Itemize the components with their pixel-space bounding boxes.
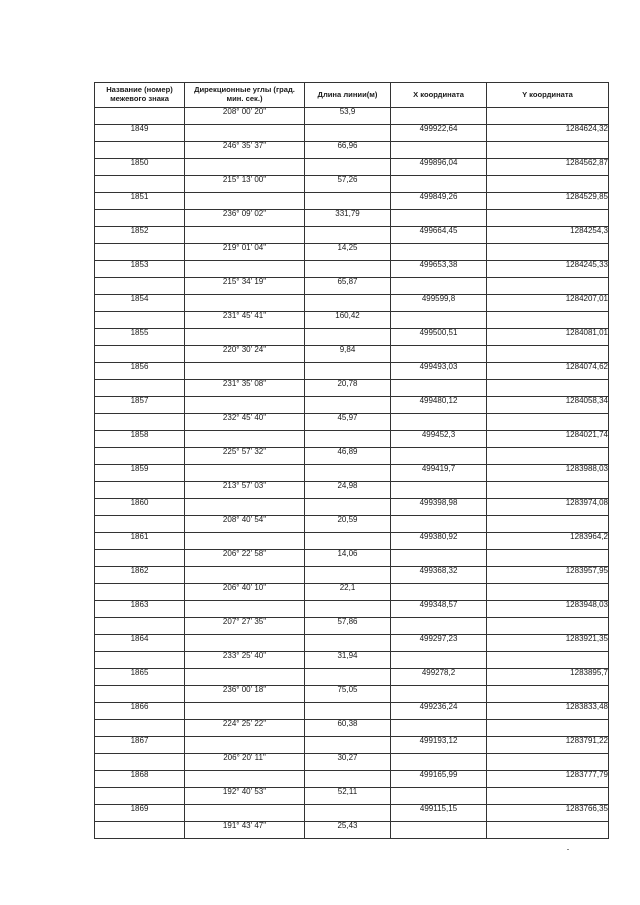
table-row-line	[95, 448, 609, 465]
cell-point-name: 1855	[95, 329, 185, 346]
cell-x-coord: 499896,04	[391, 159, 487, 176]
cell-empty	[185, 125, 305, 142]
cell-angle: 213° 57' 03"	[185, 482, 305, 499]
cell-empty	[391, 618, 487, 635]
table-row-point	[95, 125, 609, 142]
cell-y-coord: 1283974,08	[487, 499, 609, 516]
cell-empty	[95, 550, 185, 567]
cell-angle: 206° 20' 11"	[185, 754, 305, 771]
table-row-point	[95, 703, 609, 720]
cell-length: 53,9	[305, 108, 391, 125]
cell-empty	[305, 431, 391, 448]
table-row-line	[95, 278, 609, 295]
cell-empty	[391, 516, 487, 533]
cell-empty	[185, 601, 305, 618]
cell-empty	[391, 210, 487, 227]
cell-x-coord: 499193,12	[391, 737, 487, 754]
cell-empty	[391, 550, 487, 567]
cell-empty	[487, 754, 609, 771]
cell-x-coord: 499278,2	[391, 669, 487, 686]
cell-angle: 231° 35' 08"	[185, 380, 305, 397]
cell-empty	[391, 652, 487, 669]
cell-empty	[305, 567, 391, 584]
cell-empty	[185, 261, 305, 278]
cell-x-coord: 499849,26	[391, 193, 487, 210]
cell-empty	[95, 686, 185, 703]
cell-empty	[305, 397, 391, 414]
cell-empty	[305, 635, 391, 652]
cell-empty	[487, 108, 609, 125]
table-row-line	[95, 380, 609, 397]
table-row-point	[95, 805, 609, 822]
cell-point-name: 1868	[95, 771, 185, 788]
cell-x-coord: 499922,64	[391, 125, 487, 142]
cell-point-name: 1851	[95, 193, 185, 210]
cell-y-coord: 1283921,35	[487, 635, 609, 652]
cell-empty	[391, 244, 487, 261]
cell-empty	[305, 363, 391, 380]
cell-point-name: 1865	[95, 669, 185, 686]
cell-empty	[305, 125, 391, 142]
table-row-line	[95, 686, 609, 703]
cell-length: 20,59	[305, 516, 391, 533]
cell-angle: 224° 25' 22"	[185, 720, 305, 737]
cell-point-name: 1864	[95, 635, 185, 652]
table-row-point	[95, 499, 609, 516]
table-row-line	[95, 754, 609, 771]
cell-angle: 233° 25' 40"	[185, 652, 305, 669]
boundary-coordinates-table	[94, 82, 609, 839]
cell-length: 65,87	[305, 278, 391, 295]
cell-empty	[487, 448, 609, 465]
cell-empty	[95, 788, 185, 805]
cell-length: 66,96	[305, 142, 391, 159]
cell-empty	[487, 210, 609, 227]
cell-length: 31,94	[305, 652, 391, 669]
cell-y-coord: 1284058,34	[487, 397, 609, 414]
cell-point-name: 1858	[95, 431, 185, 448]
table-row-point	[95, 567, 609, 584]
cell-empty	[305, 295, 391, 312]
cell-empty	[185, 159, 305, 176]
cell-point-name: 1857	[95, 397, 185, 414]
table-row-point	[95, 261, 609, 278]
cell-empty	[95, 346, 185, 363]
cell-empty	[391, 346, 487, 363]
cell-empty	[391, 822, 487, 839]
cell-empty	[487, 584, 609, 601]
cell-length: 14,25	[305, 244, 391, 261]
table-row-point	[95, 431, 609, 448]
cell-empty	[305, 703, 391, 720]
cell-empty	[95, 244, 185, 261]
table-row-line	[95, 108, 609, 125]
cell-empty	[391, 414, 487, 431]
cell-empty	[391, 754, 487, 771]
table-row-line	[95, 788, 609, 805]
cell-y-coord: 1283766,35	[487, 805, 609, 822]
cell-empty	[95, 210, 185, 227]
cell-y-coord: 1283791,22	[487, 737, 609, 754]
cell-y-coord: 1284074,62	[487, 363, 609, 380]
table-row-line	[95, 142, 609, 159]
cell-y-coord: 1284207,01	[487, 295, 609, 312]
cell-point-name: 1861	[95, 533, 185, 550]
cell-angle: 207° 27' 35"	[185, 618, 305, 635]
cell-y-coord: 1283964,2	[487, 533, 609, 550]
cell-point-name: 1849	[95, 125, 185, 142]
cell-x-coord: 499297,23	[391, 635, 487, 652]
cell-length: 24,98	[305, 482, 391, 499]
cell-empty	[305, 601, 391, 618]
cell-empty	[185, 567, 305, 584]
table-row-point	[95, 227, 609, 244]
header-x: X координата	[391, 83, 487, 108]
cell-empty	[185, 363, 305, 380]
cell-empty	[391, 720, 487, 737]
cell-empty	[305, 261, 391, 278]
cell-angle: 206° 22' 58"	[185, 550, 305, 567]
cell-point-name: 1869	[95, 805, 185, 822]
cell-empty	[305, 805, 391, 822]
cell-empty	[185, 499, 305, 516]
table-row-point	[95, 533, 609, 550]
cell-x-coord: 499664,45	[391, 227, 487, 244]
cell-x-coord: 499452,3	[391, 431, 487, 448]
cell-angle: 208° 40' 54"	[185, 516, 305, 533]
cell-length: 331,79	[305, 210, 391, 227]
cell-x-coord: 499165,99	[391, 771, 487, 788]
cell-point-name: 1863	[95, 601, 185, 618]
cell-empty	[305, 737, 391, 754]
cell-x-coord: 499419,7	[391, 465, 487, 482]
cell-empty	[185, 737, 305, 754]
cell-empty	[487, 720, 609, 737]
cell-empty	[391, 584, 487, 601]
table-row-line	[95, 652, 609, 669]
cell-empty	[305, 227, 391, 244]
cell-angle: 191° 43' 47"	[185, 822, 305, 839]
cell-empty	[391, 142, 487, 159]
table-row-line	[95, 346, 609, 363]
cell-empty	[185, 703, 305, 720]
cell-x-coord: 499493,03	[391, 363, 487, 380]
cell-empty	[487, 482, 609, 499]
cell-y-coord: 1283988,03	[487, 465, 609, 482]
cell-empty	[185, 465, 305, 482]
cell-angle: 208° 00' 20"	[185, 108, 305, 125]
cell-point-name: 1860	[95, 499, 185, 516]
table-row-point	[95, 329, 609, 346]
cell-point-name: 1867	[95, 737, 185, 754]
cell-y-coord: 1284562,87	[487, 159, 609, 176]
cell-empty	[391, 312, 487, 329]
cell-angle: 215° 13' 00"	[185, 176, 305, 193]
cell-y-coord: 1283895,7	[487, 669, 609, 686]
cell-y-coord: 1284081,01	[487, 329, 609, 346]
cell-empty	[95, 822, 185, 839]
scan-speck	[567, 849, 569, 850]
cell-point-name: 1859	[95, 465, 185, 482]
cell-empty	[487, 550, 609, 567]
table-row-point	[95, 193, 609, 210]
cell-empty	[185, 397, 305, 414]
cell-empty	[95, 108, 185, 125]
cell-x-coord: 499380,92	[391, 533, 487, 550]
cell-length: 75,05	[305, 686, 391, 703]
header-angle: Дирекционные углы (град. мин. сек.)	[185, 83, 305, 108]
cell-point-name: 1866	[95, 703, 185, 720]
cell-empty	[487, 380, 609, 397]
cell-point-name: 1862	[95, 567, 185, 584]
cell-y-coord: 1284021,74	[487, 431, 609, 448]
table-row-point	[95, 397, 609, 414]
cell-angle: 192° 40' 53"	[185, 788, 305, 805]
table-body	[95, 108, 609, 839]
cell-length: 52,11	[305, 788, 391, 805]
cell-y-coord: 1284624,32	[487, 125, 609, 142]
cell-empty	[391, 448, 487, 465]
cell-empty	[305, 465, 391, 482]
table-row-line	[95, 550, 609, 567]
cell-length: 160,42	[305, 312, 391, 329]
table-row-line	[95, 482, 609, 499]
cell-empty	[305, 193, 391, 210]
cell-empty	[487, 686, 609, 703]
cell-length: 57,26	[305, 176, 391, 193]
table-row-point	[95, 737, 609, 754]
cell-empty	[185, 431, 305, 448]
cell-empty	[391, 788, 487, 805]
table-row-point	[95, 159, 609, 176]
table-row-line	[95, 584, 609, 601]
cell-empty	[185, 295, 305, 312]
cell-empty	[95, 584, 185, 601]
cell-x-coord: 499500,51	[391, 329, 487, 346]
cell-empty	[391, 380, 487, 397]
cell-angle: 215° 34' 19"	[185, 278, 305, 295]
cell-empty	[185, 329, 305, 346]
cell-empty	[487, 652, 609, 669]
cell-angle: 220° 30' 24"	[185, 346, 305, 363]
cell-empty	[95, 142, 185, 159]
cell-angle: 206° 40' 10"	[185, 584, 305, 601]
cell-y-coord: 1283948,03	[487, 601, 609, 618]
cell-empty	[185, 193, 305, 210]
table-row-point	[95, 601, 609, 618]
cell-y-coord: 1284245,33	[487, 261, 609, 278]
cell-empty	[95, 414, 185, 431]
cell-empty	[95, 516, 185, 533]
table-row-point	[95, 295, 609, 312]
cell-empty	[305, 329, 391, 346]
cell-length: 57,86	[305, 618, 391, 635]
cell-empty	[95, 482, 185, 499]
cell-empty	[391, 108, 487, 125]
cell-empty	[305, 771, 391, 788]
cell-empty	[305, 533, 391, 550]
cell-empty	[185, 771, 305, 788]
cell-angle: 219° 01' 04"	[185, 244, 305, 261]
cell-empty	[487, 346, 609, 363]
cell-empty	[487, 516, 609, 533]
cell-angle: 246° 35' 37"	[185, 142, 305, 159]
cell-empty	[487, 244, 609, 261]
table-row-point	[95, 465, 609, 482]
cell-point-name: 1854	[95, 295, 185, 312]
cell-length: 60,38	[305, 720, 391, 737]
table-row-point	[95, 363, 609, 380]
cell-y-coord: 1283777,79	[487, 771, 609, 788]
cell-x-coord: 499368,32	[391, 567, 487, 584]
cell-angle: 225° 57' 32"	[185, 448, 305, 465]
cell-empty	[391, 482, 487, 499]
table-row-point	[95, 669, 609, 686]
table-row-point	[95, 635, 609, 652]
cell-empty	[95, 380, 185, 397]
cell-x-coord: 499398,98	[391, 499, 487, 516]
cell-empty	[391, 278, 487, 295]
cell-y-coord: 1283833,48	[487, 703, 609, 720]
cell-angle: 231° 45' 41"	[185, 312, 305, 329]
cell-empty	[95, 278, 185, 295]
cell-angle: 236° 00' 18"	[185, 686, 305, 703]
table-header-row	[95, 83, 609, 108]
table-row-line	[95, 210, 609, 227]
cell-x-coord: 499115,15	[391, 805, 487, 822]
cell-empty	[487, 822, 609, 839]
cell-x-coord: 499653,38	[391, 261, 487, 278]
cell-x-coord: 499480,12	[391, 397, 487, 414]
cell-point-name: 1852	[95, 227, 185, 244]
cell-empty	[185, 669, 305, 686]
cell-empty	[185, 533, 305, 550]
cell-empty	[487, 788, 609, 805]
cell-length: 14,06	[305, 550, 391, 567]
cell-x-coord: 499236,24	[391, 703, 487, 720]
cell-point-name: 1850	[95, 159, 185, 176]
cell-empty	[391, 176, 487, 193]
cell-empty	[487, 176, 609, 193]
table-row-line	[95, 244, 609, 261]
cell-empty	[95, 448, 185, 465]
table-row-line	[95, 414, 609, 431]
cell-length: 46,89	[305, 448, 391, 465]
cell-empty	[95, 618, 185, 635]
cell-empty	[487, 312, 609, 329]
cell-y-coord: 1284529,85	[487, 193, 609, 210]
cell-empty	[95, 720, 185, 737]
cell-y-coord: 1283957,95	[487, 567, 609, 584]
cell-empty	[487, 142, 609, 159]
table-row-line	[95, 822, 609, 839]
cell-empty	[185, 635, 305, 652]
cell-empty	[487, 278, 609, 295]
cell-length: 9,84	[305, 346, 391, 363]
cell-angle: 236° 09' 02"	[185, 210, 305, 227]
header-name: Название (номер) межевого знака	[95, 83, 185, 108]
cell-empty	[95, 652, 185, 669]
table-row-line	[95, 516, 609, 533]
table-row-line	[95, 312, 609, 329]
cell-angle: 232° 45' 40"	[185, 414, 305, 431]
cell-empty	[305, 499, 391, 516]
cell-point-name: 1856	[95, 363, 185, 380]
cell-empty	[391, 686, 487, 703]
table-row-line	[95, 720, 609, 737]
cell-length: 20,78	[305, 380, 391, 397]
cell-empty	[185, 227, 305, 244]
cell-empty	[185, 805, 305, 822]
cell-empty	[95, 754, 185, 771]
table-row-line	[95, 618, 609, 635]
cell-empty	[95, 312, 185, 329]
table-row-line	[95, 176, 609, 193]
cell-length: 45,97	[305, 414, 391, 431]
cell-x-coord: 499348,57	[391, 601, 487, 618]
cell-point-name: 1853	[95, 261, 185, 278]
cell-length: 30,27	[305, 754, 391, 771]
cell-length: 22,1	[305, 584, 391, 601]
cell-empty	[487, 618, 609, 635]
cell-length: 25,43	[305, 822, 391, 839]
header-y: Y координата	[487, 83, 609, 108]
cell-x-coord: 499599,8	[391, 295, 487, 312]
cell-empty	[305, 669, 391, 686]
header-length: Длина линии(м)	[305, 83, 391, 108]
cell-y-coord: 1284254,3	[487, 227, 609, 244]
cell-empty	[95, 176, 185, 193]
cell-empty	[487, 414, 609, 431]
table-row-point	[95, 771, 609, 788]
cell-empty	[305, 159, 391, 176]
